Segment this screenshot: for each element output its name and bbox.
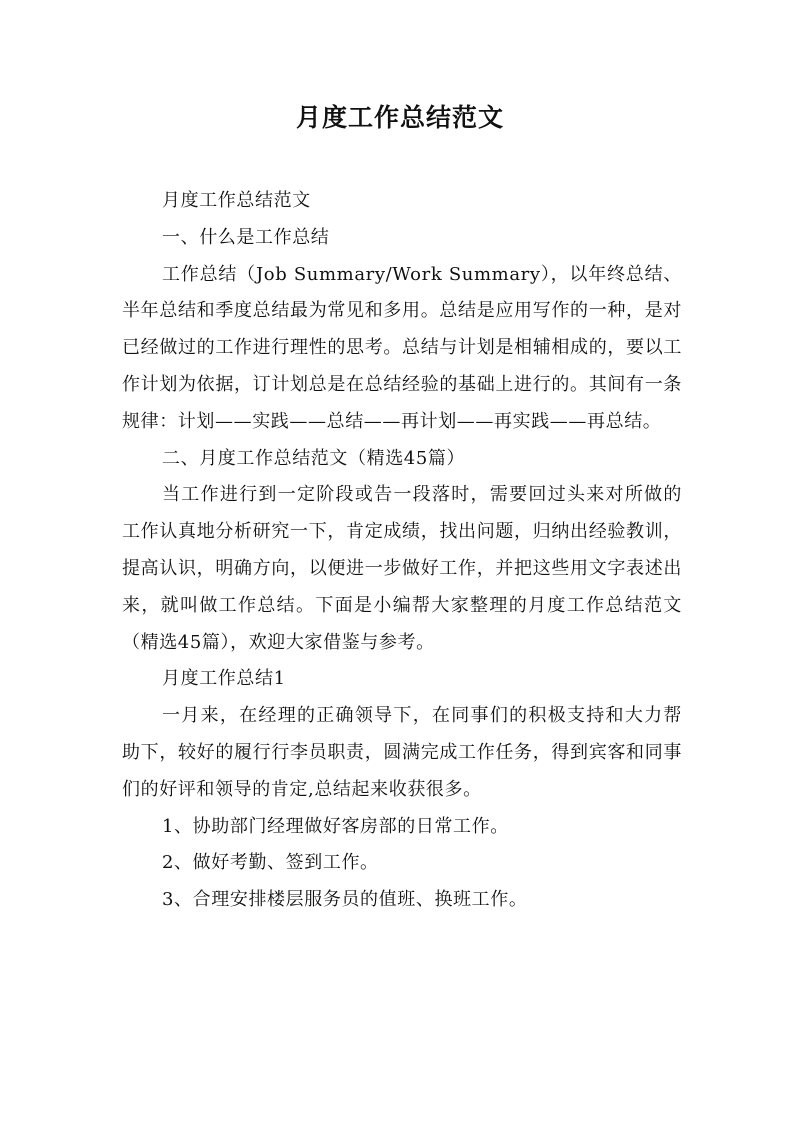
document-title: 月度工作总结范文 <box>295 103 504 132</box>
list-item-1: 1、协助部门经理做好客房部的日常工作。 <box>162 815 509 837</box>
overview-paragraph: 当工作进行到一定阶段或告一段落时，需要回过头来对所做的工作认真地分析研究一下，肯定成绩，找出问题，归纳出经验教训，提高认识，明确方向，以便进一步做好工作，并把这些用文字表述出来，就叫做工作总结。下面是小编帮大家整理的月度工作总结范文（精选45篇），欢迎大家借鉴与参考。 <box>122 484 682 653</box>
list-item-3: 3、合理安排楼层服务员的值班、换班工作。 <box>162 889 528 911</box>
section-heading-2: 二、月度工作总结范文（精选45篇） <box>162 447 466 469</box>
list-item-2: 2、做好考勤、签到工作。 <box>162 852 379 874</box>
definition-paragraph: 工作总结（Job Summary/Work Summary），以年终总结、半年总结和季度总结最为常见和多用。总结是应用写作的一种，是对已经做过的工作进行理性的思考。总结与计划是相辅相成的，要以工作计划为依据，订计划总是在总结经验的基础上进行的。其间有一条规律：计划——实践——总结——再计划——再实践——再总结。 <box>122 263 682 432</box>
summary-1-paragraph: 一月来，在经理的正确领导下，在同事们的积极支持和大力帮助下，较好的履行行李员职责，圆满完成工作任务，得到宾客和同事们的好评和领导的肯定,总结起来收获很多。 <box>122 705 682 800</box>
document-body <box>122 183 682 919</box>
intro-heading: 月度工作总结范文 <box>162 190 311 211</box>
section-heading-1: 一、什么是工作总结 <box>162 226 330 248</box>
summary-1-heading: 月度工作总结1 <box>162 668 286 690</box>
